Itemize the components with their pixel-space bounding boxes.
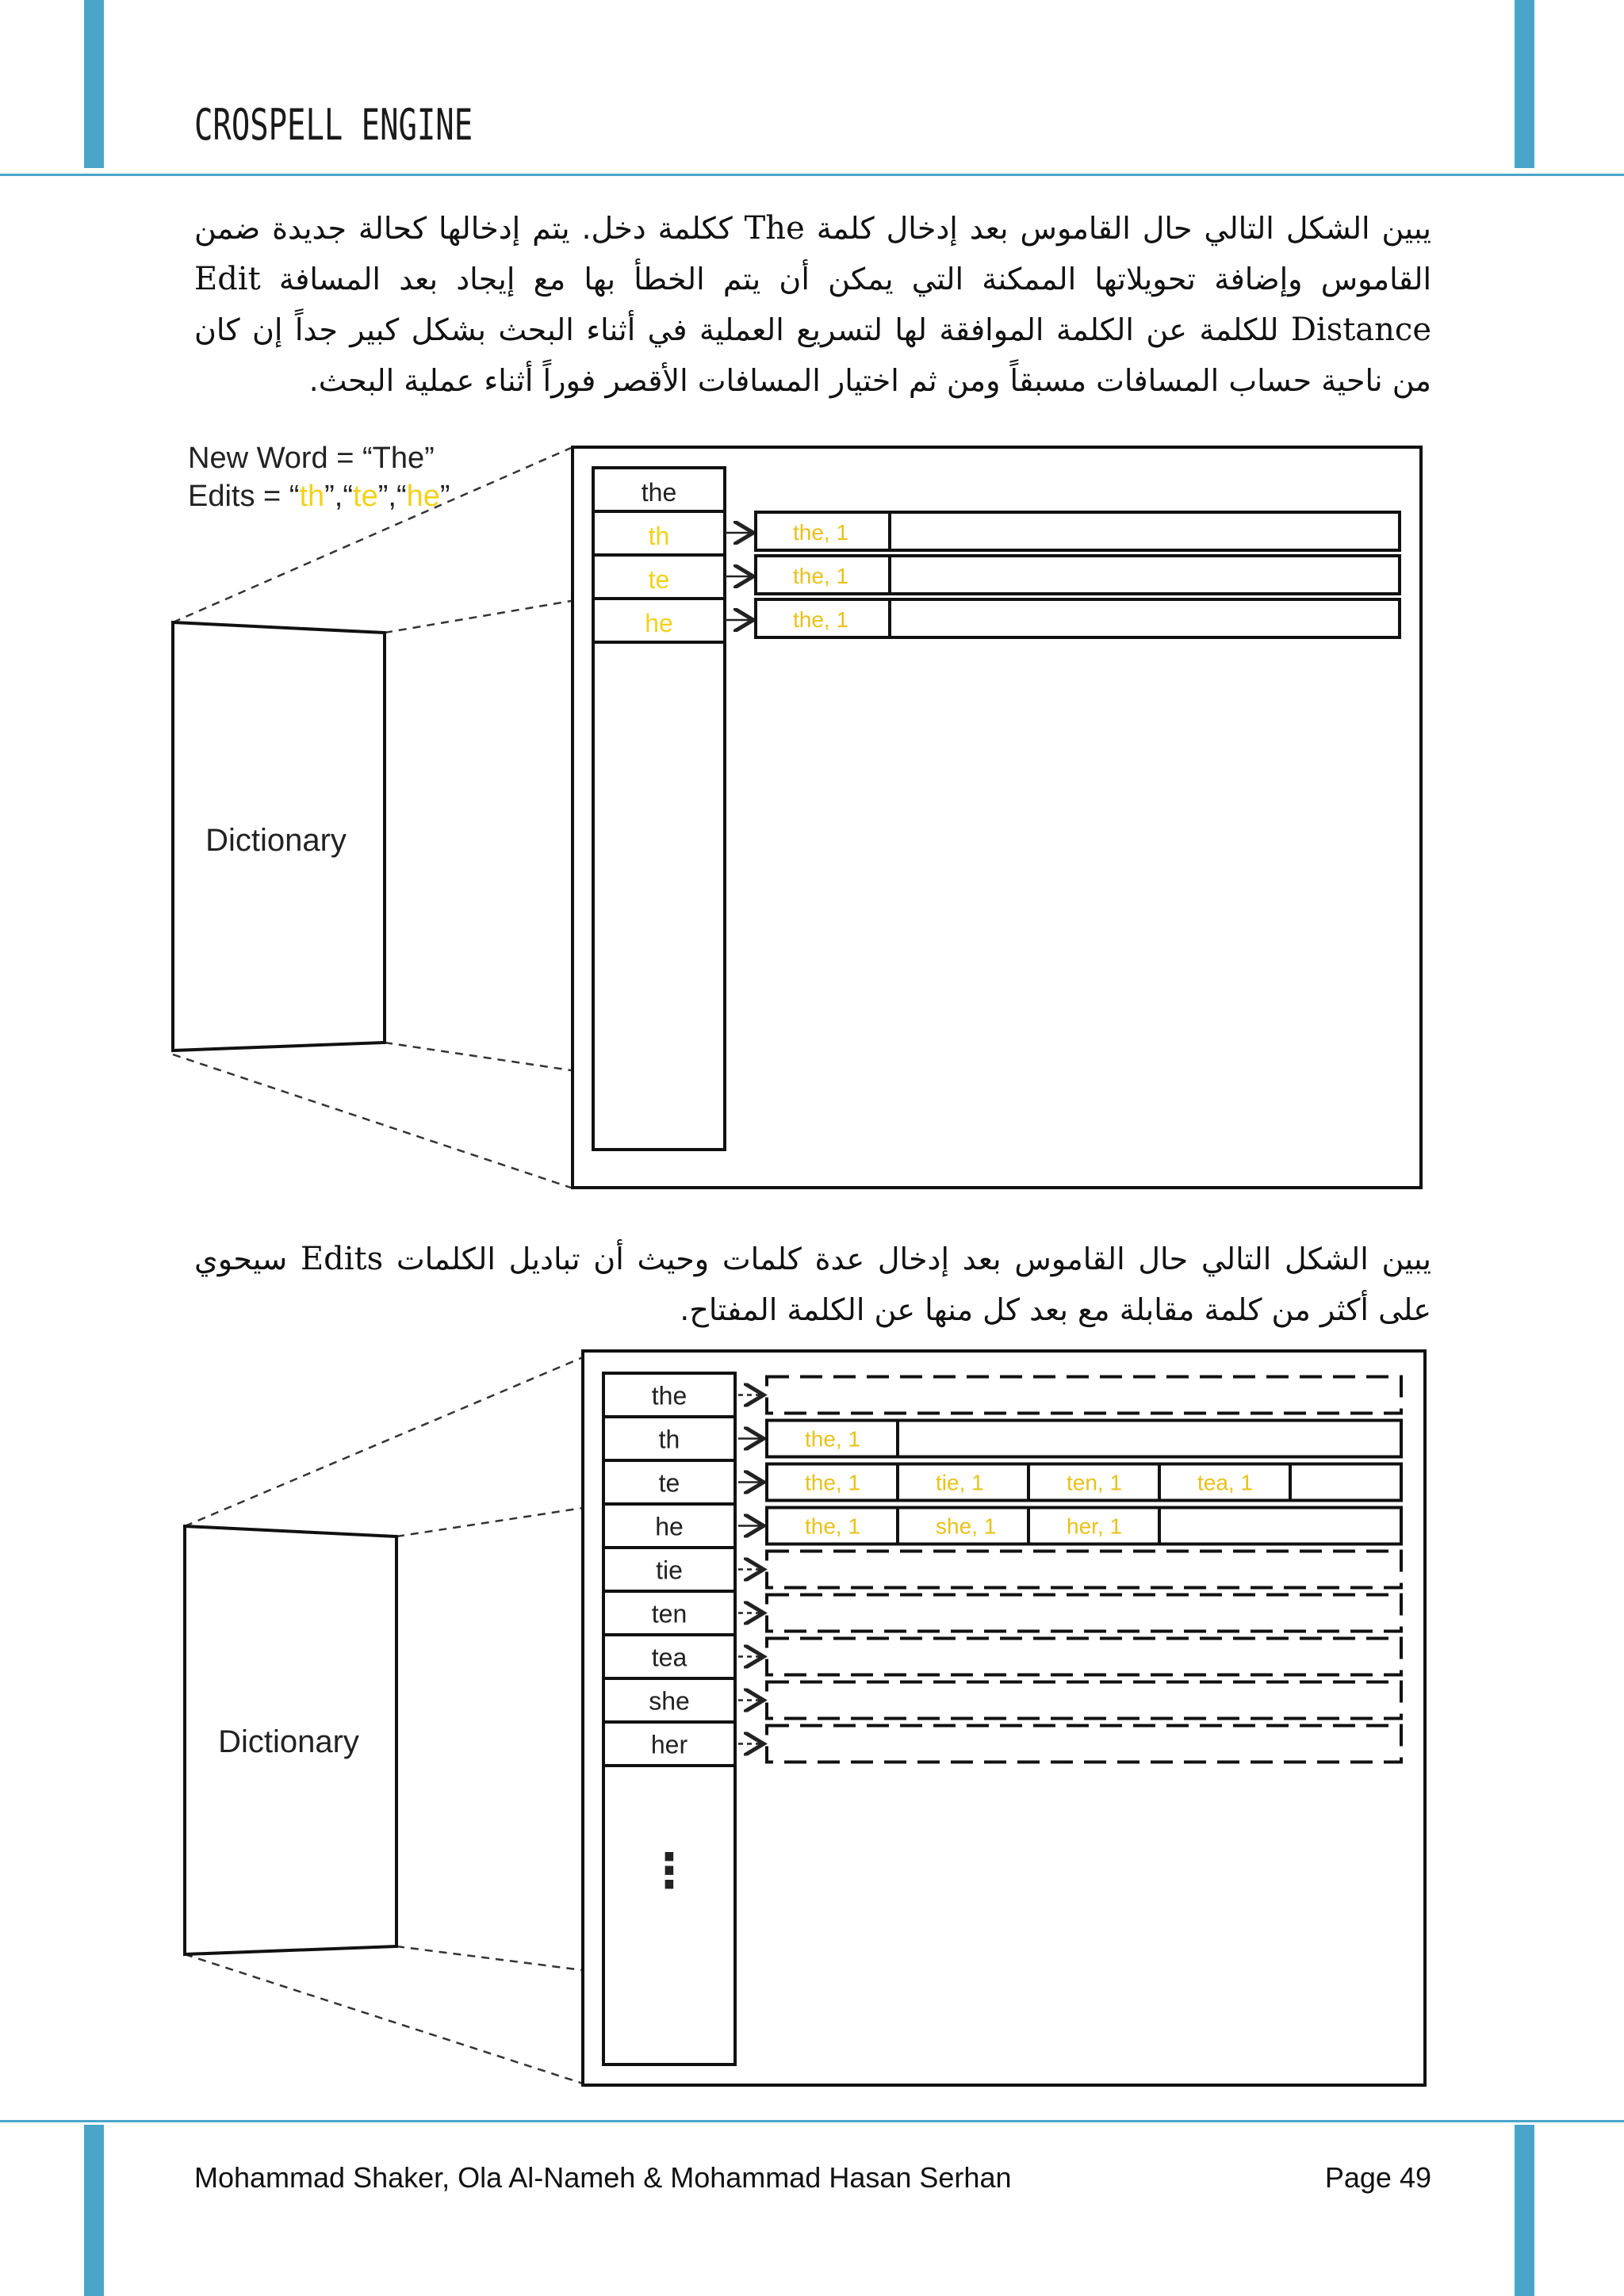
key-he: he bbox=[645, 609, 673, 637]
key-the: the bbox=[641, 478, 677, 507]
entry-he-1: the, 1 bbox=[805, 1513, 861, 1539]
footer-page-number: Page 49 bbox=[1324, 2161, 1431, 2194]
edit-he: he bbox=[406, 480, 440, 513]
left-bottom-accent-bar bbox=[84, 2125, 104, 2296]
edits-label bbox=[188, 480, 450, 513]
entry-te-1: the, 1 bbox=[793, 564, 849, 588]
key-te: te bbox=[648, 565, 670, 594]
footer-divider bbox=[0, 2120, 1624, 2122]
key-th: th bbox=[658, 1425, 680, 1454]
key-he: he bbox=[655, 1512, 684, 1541]
right-top-accent-bar bbox=[1515, 0, 1534, 168]
entry-lists bbox=[756, 512, 1400, 637]
paragraph-1-term-the: The bbox=[744, 210, 805, 247]
empty-entry-list-tea bbox=[767, 1639, 1401, 1675]
edits-sep-2: ”,“ bbox=[377, 480, 407, 513]
entry-te-1: the, 1 bbox=[805, 1470, 861, 1495]
left-top-accent-bar bbox=[84, 0, 104, 168]
paragraph-2-text-a: يبين الشكل التالي حال القاموس بعد إدخال عدة كلمات وحيث أن تباديل الكلمات bbox=[383, 1242, 1431, 1276]
entry-list-th bbox=[767, 1421, 1401, 1457]
paragraph-2 bbox=[194, 1234, 1431, 1335]
empty-entry-list-the bbox=[767, 1377, 1401, 1414]
paragraph-1-text-a: يبين الشكل التالي حال القاموس بعد إدخال كلمة bbox=[804, 211, 1431, 246]
figure-1-diagram bbox=[0, 428, 1624, 1197]
empty-entry-list-ten bbox=[767, 1595, 1401, 1632]
footer-authors: Mohammad Shaker, Ola Al-Nameh & Mohammad Hasan Serhan bbox=[194, 2161, 1012, 2194]
ellipsis-icon: ⋮ bbox=[645, 1843, 693, 1899]
dictionary-expanded-box bbox=[573, 447, 1421, 1188]
entry-he-1: the, 1 bbox=[793, 607, 849, 632]
entry-he-3: her, 1 bbox=[1067, 1513, 1123, 1539]
empty-entry-list-her bbox=[767, 1726, 1401, 1762]
figure-2 bbox=[0, 1340, 1624, 2093]
key-tea: tea bbox=[651, 1643, 688, 1672]
header-title: CROSPELL ENGINE bbox=[194, 100, 473, 150]
empty-entry-list-she bbox=[767, 1682, 1401, 1719]
key-the: the bbox=[651, 1381, 688, 1410]
paragraph-1-text-b: ككلمة دخل. يتم إدخالها كحالة جديدة ضمن القاموس وإضافة تحويلاتها الممكنة التي يمكن أن يتم الخطأ بها مع إيجاد بعد المسافة bbox=[194, 211, 1431, 297]
entry-he-2: she, 1 bbox=[936, 1513, 997, 1539]
edit-th: th bbox=[299, 480, 325, 513]
figure-2-diagram bbox=[0, 1340, 1624, 2093]
key-her: her bbox=[650, 1730, 688, 1759]
key-tie: tie bbox=[656, 1556, 683, 1585]
entry-te-3: ten, 1 bbox=[1067, 1470, 1123, 1495]
entry-th-1: the, 1 bbox=[805, 1426, 861, 1452]
paragraph-1-term-edit-distance: Edit Distance bbox=[194, 261, 1431, 348]
dictionary-label: Dictionary bbox=[205, 823, 347, 858]
empty-entry-list-tie bbox=[767, 1552, 1401, 1588]
edits-suffix: ” bbox=[439, 480, 450, 513]
edit-te: te bbox=[353, 480, 378, 513]
paragraph-1 bbox=[194, 203, 1431, 406]
right-bottom-accent-bar bbox=[1515, 2125, 1534, 2296]
figure-2-rows bbox=[603, 1377, 1401, 1766]
paragraph-1-text-c: للكلمة عن الكلمة الموافقة لها لتسريع العملية في أثناء البحث بشكل كبير جداً إن كان من ناحية حساب المسافات مسبقاً ومن ثم اختيار المسافات الأقصر فوراً أثناء عملية البحث. bbox=[194, 312, 1431, 398]
entry-th-1: the, 1 bbox=[793, 520, 849, 545]
edits-prefix: Edits = “ bbox=[188, 480, 300, 513]
edits-sep-1: ”,“ bbox=[324, 480, 354, 513]
figure-1 bbox=[0, 428, 1624, 1197]
dictionary-label-2: Dictionary bbox=[218, 1724, 359, 1759]
key-she: she bbox=[649, 1686, 690, 1716]
paragraph-2-text-b: سيحوي على أكثر من كلمة مقابلة مع بعد كل منها عن الكلمة المفتاح. bbox=[194, 1242, 1431, 1327]
key-th: th bbox=[648, 522, 670, 550]
paragraph-2-term-edits: Edits bbox=[300, 1241, 384, 1277]
key-te: te bbox=[658, 1468, 680, 1498]
header-divider bbox=[0, 174, 1624, 176]
entry-arrows bbox=[725, 533, 753, 620]
key-ten: ten bbox=[651, 1599, 688, 1628]
new-word-label: New Word = “The” bbox=[188, 442, 435, 475]
entry-te-4: tea, 1 bbox=[1197, 1470, 1254, 1495]
entry-te-2: tie, 1 bbox=[936, 1470, 984, 1495]
